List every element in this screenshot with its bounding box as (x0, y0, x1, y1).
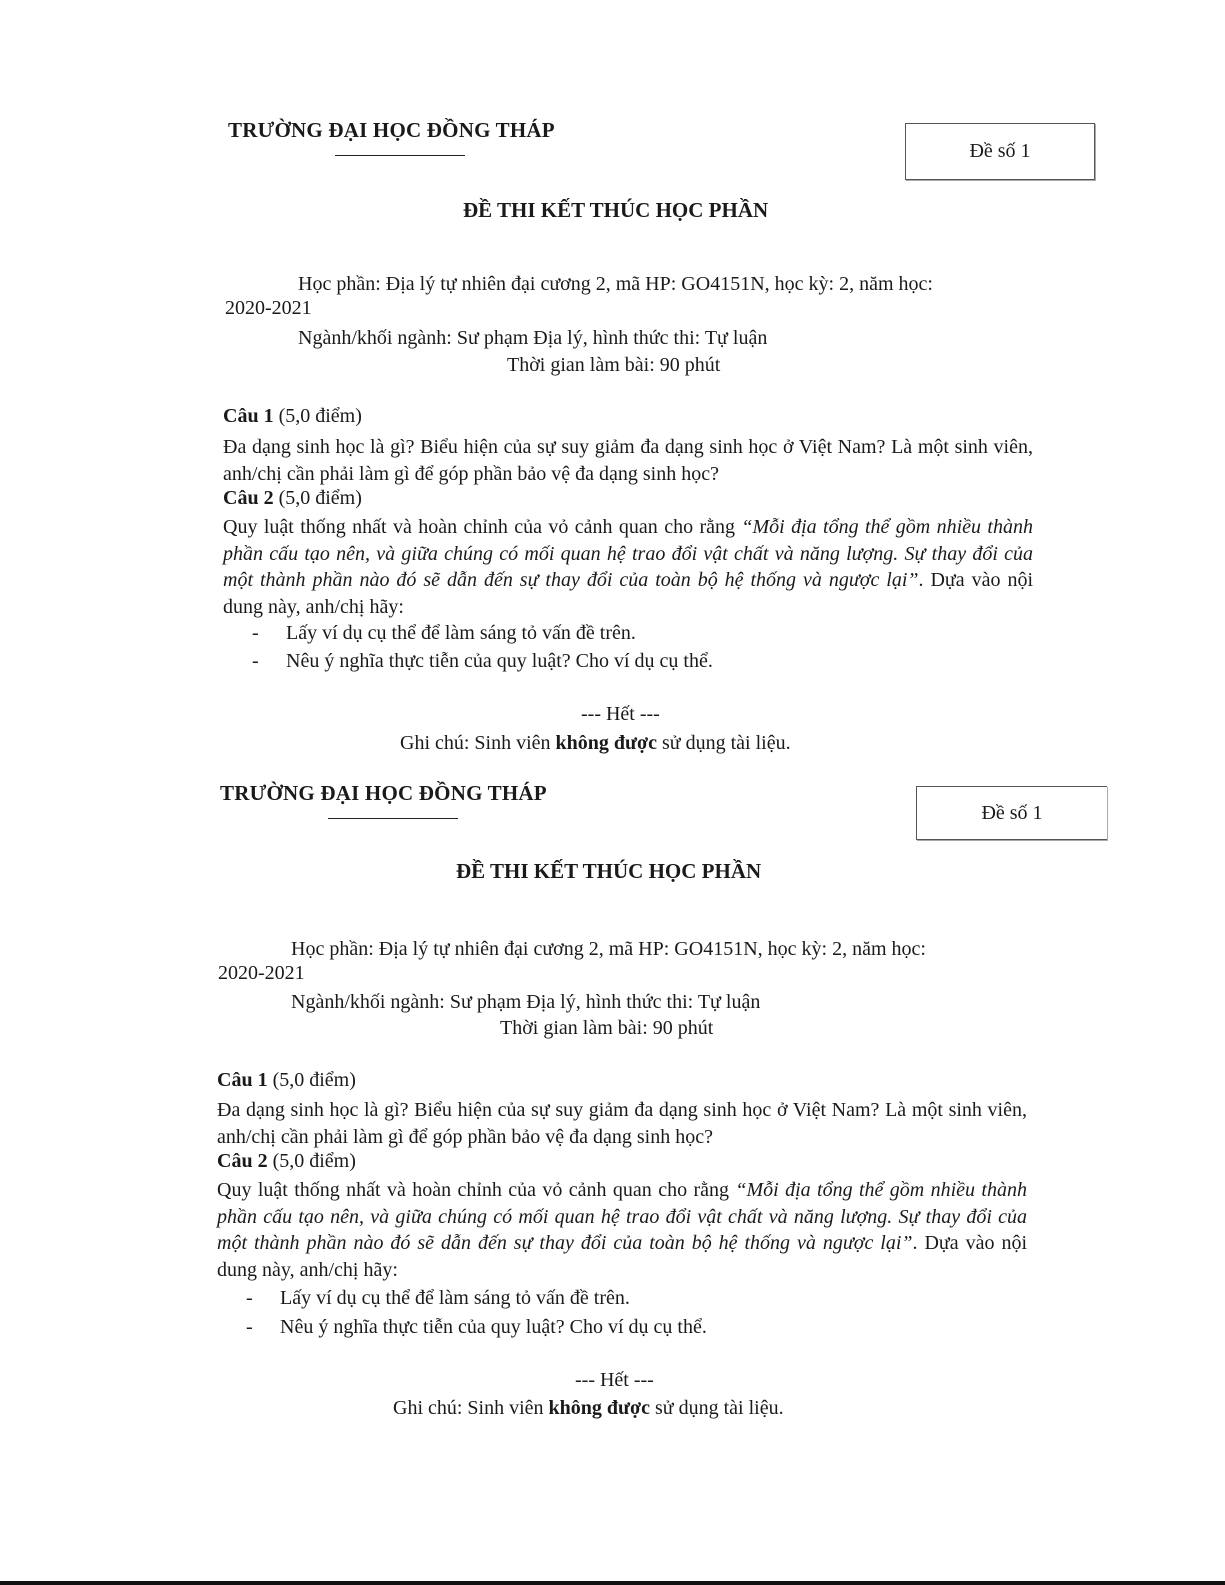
question-2-points: (5,0 điểm) (273, 487, 362, 509)
bullet-text: Lấy ví dụ cụ thể để làm sáng tỏ vấn đề trên. (286, 622, 636, 644)
question-2-points: (5,0 điểm) (267, 1150, 356, 1172)
question-2-heading (217, 1149, 356, 1173)
major-info: Ngành/khối ngành: Sư phạm Địa lý, hình thức thi: Tự luận (291, 991, 761, 1013)
exam-duration: Thời gian làm bài: 90 phút (500, 1017, 714, 1039)
exam-code-box (916, 786, 1107, 840)
bullet-text: Nêu ý nghĩa thực tiễn của quy luật? Cho ví dụ cụ thể. (280, 1316, 707, 1338)
question-1-label: Câu 1 (217, 1069, 268, 1091)
exam-title: ĐỀ THI KẾT THÚC HỌC PHẦN (456, 859, 762, 883)
question-2-text (217, 1177, 1027, 1283)
question-2-outro: . Dựa vào nội dung này, anh/chị hãy: (217, 1232, 1028, 1281)
major-info: Ngành/khối ngành: Sư phạm Địa lý, hình thức thi: Tự luận (298, 327, 768, 349)
note-bold: không được (548, 1397, 650, 1419)
question-1-text: Đa dạng sinh học là gì? Biểu hiện của sự suy giảm đa dạng sinh học ở Việt Nam? Là một sinh viên, anh/chị cần phải làm gì để góp phần bảo vệ đa dạng sinh học? (217, 1099, 1027, 1148)
bullet-text: Lấy ví dụ cụ thể để làm sáng tỏ vấn đề trên. (280, 1287, 630, 1309)
bullet-dash: - (252, 650, 259, 672)
exam-duration: Thời gian làm bài: 90 phút (507, 354, 721, 376)
end-mark: --- Hết --- (575, 1369, 654, 1391)
school-underline (328, 818, 458, 819)
question-1-heading (217, 1068, 356, 1092)
note-suffix: sử dụng tài liệu. (657, 732, 791, 754)
question-2-quote: “Mỗi địa tổng thể gồm nhiều thành phần cấu tạo nên, và giữa chúng có mối quan hệ trao đổi vật chất và năng lượng. Sự thay đổi của một thành phần nào đó sẽ dẫn đến sự thay đổi của toàn bộ hệ thống và ngược lại” (223, 516, 1033, 591)
note-prefix: Ghi chú: Sinh viên (400, 732, 556, 754)
exam-note (393, 1396, 784, 1420)
course-info: Học phần: Địa lý tự nhiên đại cương 2, mã HP: GO4151N, học kỳ: 2, năm học: (298, 273, 933, 295)
note-suffix: sử dụng tài liệu. (650, 1397, 784, 1419)
exam-code: Đề số 1 (981, 801, 1043, 824)
scan-bottom-edge (0, 1581, 1225, 1585)
school-name: TRƯỜNG ĐẠI HỌC ĐỒNG THÁP (220, 781, 547, 805)
bullet-text: Nêu ý nghĩa thực tiễn của quy luật? Cho ví dụ cụ thể. (286, 650, 713, 672)
question-2-intro: Quy luật thống nhất và hoàn chỉnh của vỏ cảnh quan cho rằng (223, 516, 742, 538)
bullet-item (246, 1286, 630, 1310)
question-2-label: Câu 2 (223, 487, 274, 509)
question-2-intro: Quy luật thống nhất và hoàn chỉnh của vỏ cảnh quan cho rằng (217, 1179, 736, 1201)
bullet-dash: - (246, 1316, 253, 1338)
exam-code: Đề số 1 (969, 140, 1031, 162)
bullet-item (246, 1315, 707, 1339)
question-1-text: Đa dạng sinh học là gì? Biểu hiện của sự suy giảm đa dạng sinh học ở Việt Nam? Là một sinh viên, anh/chị cần phải làm gì để góp phần bảo vệ đa dạng sinh học? (223, 436, 1033, 485)
bullet-dash: - (246, 1287, 253, 1309)
question-2-quote: “Mỗi địa tổng thể gồm nhiều thành phần cấu tạo nên, và giữa chúng có mối quan hệ trao đổi vật chất và năng lượng. Sự thay đổi của một thành phần nào đó sẽ dẫn đến sự thay đổi của toàn bộ hệ thống và ngược lại” (217, 1179, 1027, 1254)
question-2-outro: . Dựa vào nội dung này, anh/chị hãy: (223, 569, 1034, 618)
exam-title: ĐỀ THI KẾT THÚC HỌC PHẦN (463, 198, 769, 222)
note-bold: không được (555, 732, 657, 754)
note-prefix: Ghi chú: Sinh viên (393, 1397, 549, 1419)
course-info: Học phần: Địa lý tự nhiên đại cương 2, mã HP: GO4151N, học kỳ: 2, năm học: (291, 938, 926, 960)
school-year: 2020-2021 (225, 297, 312, 319)
question-1-label: Câu 1 (223, 405, 274, 427)
school-name: TRƯỜNG ĐẠI HỌC ĐỒNG THÁP (228, 118, 555, 142)
question-1-points: (5,0 điểm) (273, 405, 362, 427)
end-mark: --- Hết --- (581, 703, 660, 725)
school-year: 2020-2021 (218, 962, 305, 984)
question-1-points: (5,0 điểm) (267, 1069, 356, 1091)
question-2-label: Câu 2 (217, 1150, 268, 1172)
bullet-dash: - (252, 622, 259, 644)
